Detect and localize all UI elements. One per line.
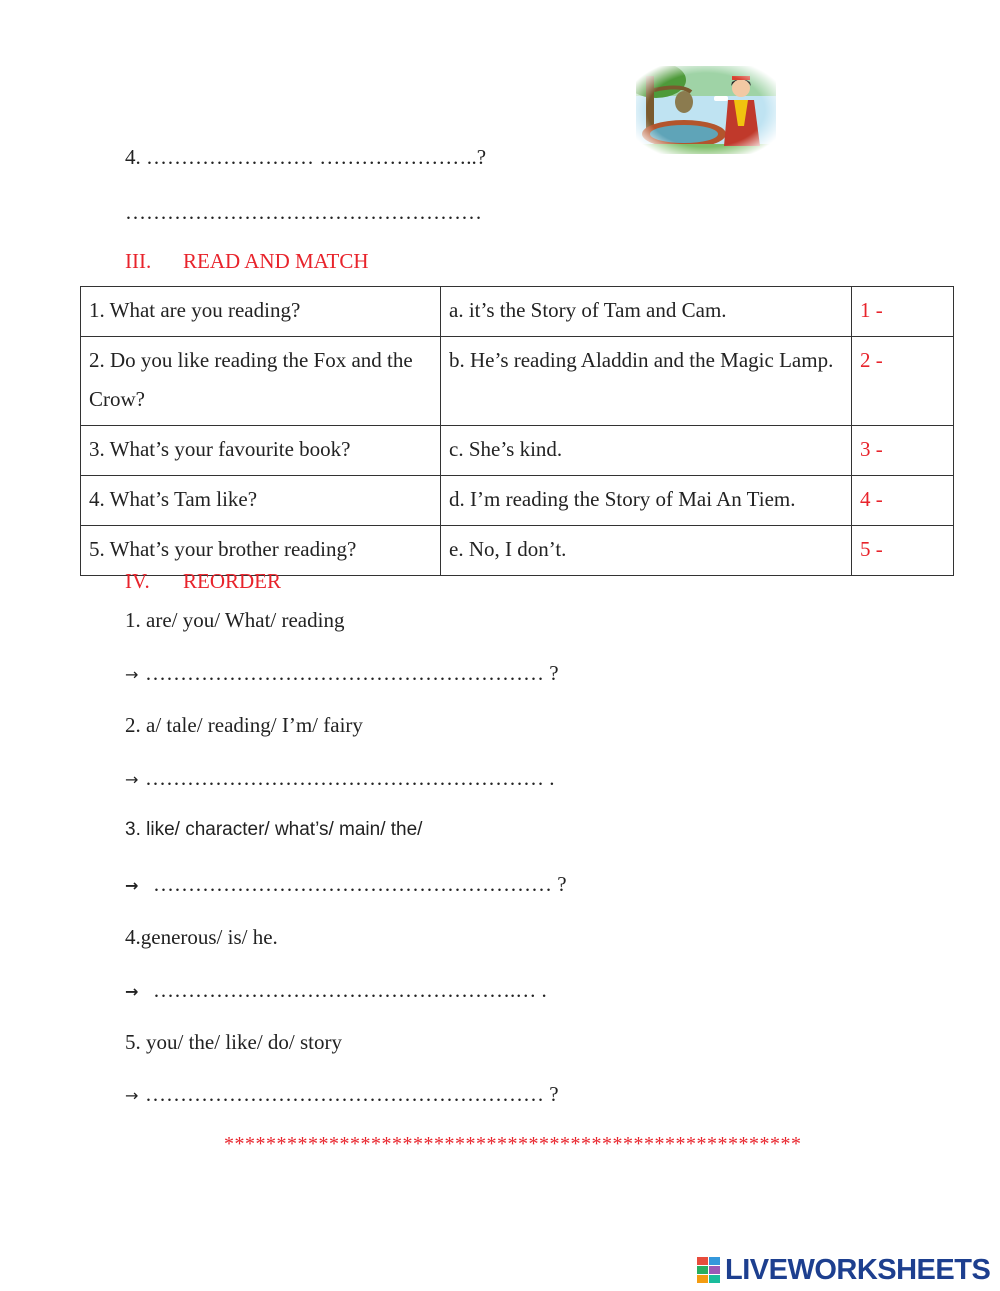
item-4-question-line: 4. …………………… …………………..? — [125, 145, 487, 169]
item-4-answer-line: …………………………………………… — [125, 200, 482, 224]
section-3-title: READ AND MATCH — [183, 249, 369, 273]
match-input-cell[interactable]: 2 - — [852, 337, 954, 426]
question-cell: 3. What’s your favourite book? — [81, 426, 441, 476]
read-and-match-table — [80, 286, 954, 576]
arrow-icon: → — [125, 770, 139, 789]
logo-text: LIVEWORKSHEETS — [725, 1253, 991, 1286]
arrow-icon: → — [125, 1086, 139, 1105]
answer-cell: e. No, I don’t. — [441, 526, 852, 576]
reorder-answer-4[interactable] — [125, 978, 547, 1004]
reorder-prompt-2: 2. a/ tale/ reading/ I’m/ fairy — [125, 713, 363, 737]
logo-blocks-icon — [697, 1257, 721, 1283]
match-input-cell[interactable]: 4 - — [852, 476, 954, 526]
arrow-icon: → — [125, 982, 139, 1001]
question-cell: 1. What are you reading? — [81, 287, 441, 337]
match-input-cell[interactable]: 1 - — [852, 287, 954, 337]
section-4-heading — [125, 569, 281, 593]
liveworksheets-logo — [697, 1255, 990, 1285]
answer-blank: ………………………………………………… ? — [153, 872, 567, 896]
reorder-prompt-4: 4.generous/ is/ he. — [125, 925, 278, 949]
arrow-icon: → — [125, 665, 139, 684]
answer-blank: ………………………………………………… ? — [145, 1082, 559, 1106]
section-4-title: REORDER — [183, 569, 282, 593]
question-cell: 4. What’s Tam like? — [81, 476, 441, 526]
answer-blank: ………………………………………………… . — [145, 766, 555, 790]
section-3-number: III. — [125, 249, 152, 273]
table-row — [81, 337, 954, 426]
answer-blank: …………………………………………….… . — [153, 978, 547, 1002]
section-3-heading — [125, 249, 369, 273]
star-divider: ******************************************************* — [224, 1133, 802, 1155]
question-cell: 5. What’s your brother reading? — [81, 526, 441, 576]
match-input-cell[interactable]: 5 - — [852, 526, 954, 576]
section-4-number: IV. — [125, 569, 150, 593]
arrow-icon: → — [125, 876, 139, 895]
table-row — [81, 526, 954, 576]
reorder-answer-5[interactable] — [125, 1082, 559, 1108]
table-row — [81, 476, 954, 526]
answer-cell: d. I’m reading the Story of Mai An Tiem. — [441, 476, 852, 526]
reorder-answer-2[interactable] — [125, 766, 555, 792]
story-illustration — [636, 66, 776, 154]
table-row — [81, 287, 954, 337]
reorder-answer-1[interactable] — [125, 661, 559, 687]
answer-blank: ………………………………………………… ? — [145, 661, 559, 685]
reorder-prompt-1: 1. are/ you/ What/ reading — [125, 608, 345, 632]
reorder-prompt-3: 3. like/ character/ what’s/ main/ the/ — [125, 819, 423, 840]
answer-cell: c. She’s kind. — [441, 426, 852, 476]
match-input-cell[interactable]: 3 - — [852, 426, 954, 476]
question-cell: 2. Do you like reading the Fox and the Crow? — [81, 337, 441, 426]
reorder-answer-3[interactable] — [125, 872, 567, 898]
answer-cell: b. He’s reading Aladdin and the Magic Lamp. — [441, 337, 852, 426]
table-row — [81, 426, 954, 476]
answer-cell: a. it’s the Story of Tam and Cam. — [441, 287, 852, 337]
reorder-prompt-5: 5. you/ the/ like/ do/ story — [125, 1030, 342, 1054]
